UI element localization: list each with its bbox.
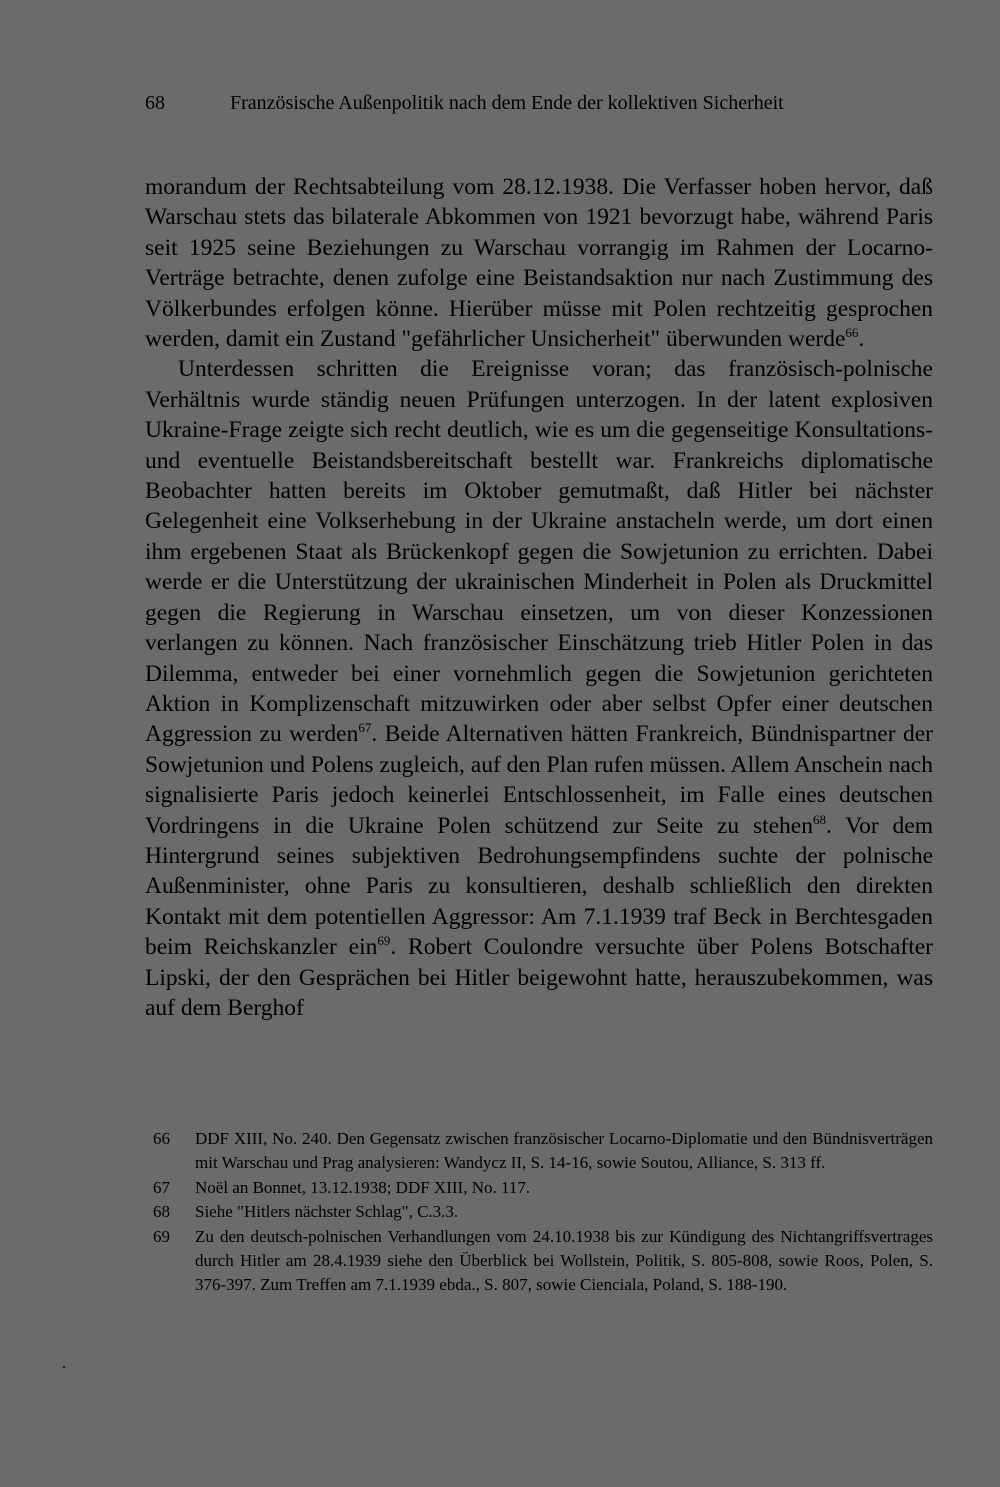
page-number: 68: [145, 92, 165, 114]
main-text: [145, 172, 933, 1023]
footnote-number: 68: [153, 1202, 170, 1222]
paragraph-2-text-b: . Beide Alternativen hätten Frankreich, Bündnispartner der Sowjetunion und Polens zugleich, auf den Plan rufen müssen. Allem Anschein nach signalisierte Paris jedoch keinerlei Entschlossenheit, im Falle eines deutschen Vordringens in die Ukraine Polen schützend zur Seite zu stehen: [145, 721, 934, 839]
footnote-ref-69: 69: [377, 933, 391, 949]
footnote-number: 69: [153, 1226, 170, 1246]
paragraph-1-text-a: morandum der Rechtsabteilung vom 28.12.1938. Die Verfasser hoben hervor, daß Warschau stets das bilaterale Abkommen von 1921 bevorzugt habe, während Paris seit 1925 seine Beziehungen zu Warschau vorrangig im Rahmen der Locarno-Verträge betrachte, denen zufolge eine Beistandsaktion nur nach Zustimmung des Völkerbundes erfolgen könne. Hierüber müsse mit Polen rechtzeitig gesprochen werden, damit ein Zustand "gefährlicher Unsicherheit" überwunden werde: [145, 174, 933, 353]
footnote: [153, 1200, 933, 1224]
scan-speck: [63, 1366, 65, 1368]
paragraph-2-text-c: . Vor dem Hintergrund seines subjektiven Bedrohungsempfindens suchte der polnische Außenminister, ohne Paris zu konsultieren, deshalb schließlich den direkten Kontakt mit dem potentiellen Aggressor: Am 7.1.1939 traf Beck in Berchtesgaden beim Reichskanzler ein: [145, 812, 933, 961]
paragraph-2: [145, 354, 933, 1023]
footnote-number: 67: [153, 1177, 170, 1197]
footnote-ref-66: 66: [845, 325, 859, 341]
footnote-text: Siehe "Hitlers nächster Schlag", C.3.3.: [195, 1202, 459, 1222]
footnote-text: Noël an Bonnet, 13.12.1938; DDF XIII, No. 117.: [195, 1177, 531, 1197]
footnote-ref-68: 68: [812, 811, 826, 827]
footnote-text: DDF XIII, No. 240. Den Gegensatz zwischen französischer Locarno-Diplomatie und den Bündnisverträgen mit Warschau und Prag analysieren: Wandycz II, S. 14-16, sowie Soutou, Alliance, S. 313 ff.: [195, 1129, 933, 1173]
footnote-number: 66: [153, 1129, 170, 1148]
footnote-ref-67: 67: [358, 720, 372, 736]
paragraph-1: [145, 172, 933, 354]
paragraph-1-text-b: .: [858, 326, 865, 353]
footnotes: [153, 1127, 933, 1298]
footnote: [153, 1127, 933, 1176]
running-title: Französische Außenpolitik nach dem Ende der kollektiven Sicherheit: [230, 92, 784, 114]
footnote: [153, 1225, 933, 1298]
running-header: [145, 92, 935, 115]
paragraph-2-text-a: Unterdessen schritten die Ereignisse voran; das französisch-polnische Verhältnis wurde ständig neuen Prüfungen unterzogen. In der latent explosiven Ukraine-Frage zeigte sich recht deutlich, wie es um die gegenseitige Konsultations- und eventuelle Beistandsbereitschaft bestellt war. Frankreichs diplomatische Beobachter hatten bereits im Oktober gemutmaßt, daß Hitler bei nächster Gelegenheit eine Volkserhebung in der Ukraine anstacheln werde, um dort einen ihm ergebenen Staat als Brückenkopf gegen die Sowjetunion zu errichten. Dabei werde er die Unterstützung der ukrainischen Minderheit in Polen als Druckmittel gegen die Regierung in Warschau einsetzen, um von dieser Konzessionen verlangen zu können. Nach französischer Einschätzung trieb Hitler Polen in das Dilemma, entweder bei einer vornehmlich gegen die Sowjetunion gerichteten Aktion in Komplizenschaft mitzuwirken oder aber selbst Opfer einer deutschen Aggression zu werden: [145, 356, 933, 748]
footnote-text: Zu den deutsch-polnischen Verhandlungen vom 24.10.1938 bis zur Kündigung des Nichtangriffsvertrages durch Hitler am 28.4.1939 siehe den Überblick bei Wollstein, Politik, S. 805-808, sowie Roos, Polen, S. 376-397. Zum Treffen am 7.1.1939 ebda., S. 807, sowie Cienciala, Poland, S. 188-190.: [195, 1226, 933, 1295]
footnote: [153, 1176, 933, 1200]
paragraph-2-text-d: . Robert Coulondre versuchte über Polens Botschafter Lipski, der den Gesprächen bei Hitler beigewohnt hatte, herauszubekommen, was auf dem Berghof: [145, 934, 933, 1021]
